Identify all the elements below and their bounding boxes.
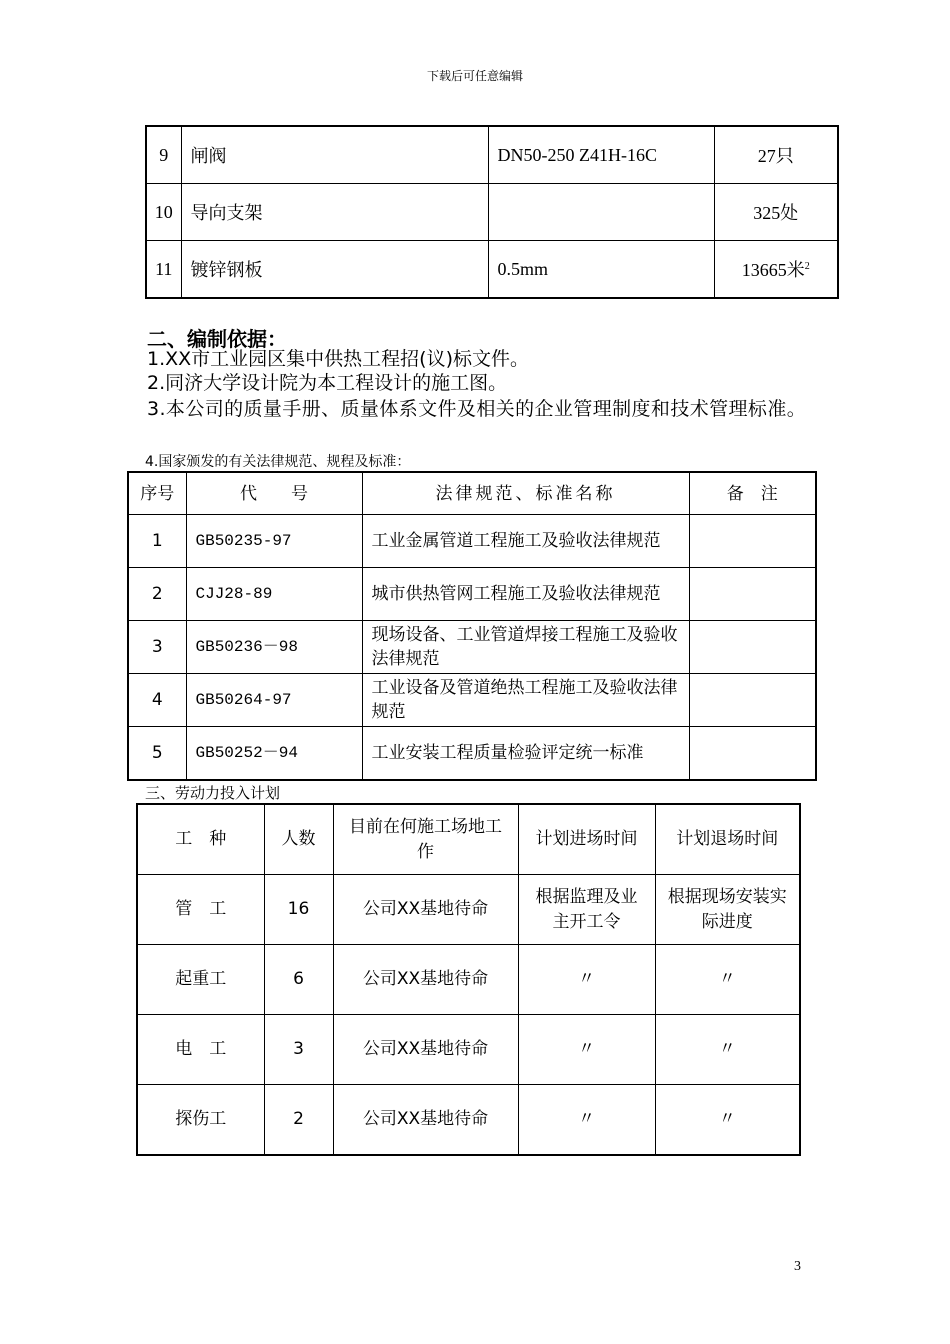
qty-sup: 2	[804, 261, 810, 272]
std-code: GB50236－98	[186, 621, 362, 674]
enter-time: 〃	[518, 945, 655, 1015]
section3-title: 三、劳动力投入计划	[145, 784, 281, 802]
table-row	[128, 727, 816, 781]
table-row	[128, 515, 816, 568]
row-number: 10	[146, 184, 181, 241]
table-header-row	[137, 804, 800, 875]
qty-value: 27只	[757, 146, 794, 166]
qty-value: 325处	[753, 203, 799, 223]
std-name: 工业金属管道工程施工及验收法律规范	[362, 515, 689, 568]
count: 3	[264, 1015, 333, 1085]
material-spec: 0.5mm	[488, 241, 714, 299]
material-qty	[714, 184, 838, 241]
std-code: GB50264-97	[186, 674, 362, 727]
std-no: 4	[128, 674, 186, 727]
location: 公司XX基地待命	[333, 945, 518, 1015]
trade: 探伤工	[137, 1085, 264, 1156]
table-row	[137, 1015, 800, 1085]
std-note	[689, 727, 816, 781]
std-name: 现场设备、工业管道焊接工程施工及验收法律规范	[362, 621, 689, 674]
col-header-location: 目前在何施工场地工作	[333, 804, 518, 875]
location: 公司XX基地待命	[333, 875, 518, 945]
std-no: 2	[128, 568, 186, 621]
table-row	[128, 674, 816, 727]
col-header-name: 法律规范、标准名称	[362, 472, 689, 515]
col-header-no: 序号	[128, 472, 186, 515]
table-row	[128, 621, 816, 674]
std-code: GB50235-97	[186, 515, 362, 568]
std-no: 1	[128, 515, 186, 568]
std-note	[689, 568, 816, 621]
section2-item-4: 4.国家颁发的有关法律规范、规程及标准：	[145, 454, 411, 470]
standards-table	[127, 471, 817, 781]
section2-title: 二、编制依据：	[147, 327, 287, 351]
location: 公司XX基地待命	[333, 1015, 518, 1085]
row-number: 9	[146, 126, 181, 184]
qty-value: 13665米	[741, 260, 805, 280]
col-header-note: 备 注	[689, 472, 816, 515]
table-row	[137, 875, 800, 945]
material-name: 闸阀	[181, 126, 488, 184]
table-row	[146, 184, 838, 241]
material-name: 导向支架	[181, 184, 488, 241]
material-spec: DN50-250 Z41H-16C	[488, 126, 714, 184]
enter-time: 〃	[518, 1085, 655, 1156]
page-header: 下载后可任意编辑	[426, 69, 523, 83]
row-number: 11	[146, 241, 181, 299]
std-note	[689, 515, 816, 568]
enter-time: 〃	[518, 1015, 655, 1085]
std-note	[689, 674, 816, 727]
enter-time: 根据监理及业主开工令	[518, 875, 655, 945]
material-name: 镀锌钢板	[181, 241, 488, 299]
material-spec	[488, 184, 714, 241]
table-row	[137, 945, 800, 1015]
table-row	[128, 568, 816, 621]
exit-time: 〃	[655, 1085, 800, 1156]
table-row	[146, 241, 838, 299]
material-qty	[714, 126, 838, 184]
std-no: 3	[128, 621, 186, 674]
std-no: 5	[128, 727, 186, 781]
trade: 管 工	[137, 875, 264, 945]
col-header-enter: 计划进场时间	[518, 804, 655, 875]
std-code: GB50252－94	[186, 727, 362, 781]
exit-time: 〃	[655, 945, 800, 1015]
table-row	[137, 1085, 800, 1156]
col-header-code: 代 号	[186, 472, 362, 515]
exit-time: 〃	[655, 1015, 800, 1085]
col-header-exit: 计划退场时间	[655, 804, 800, 875]
trade: 起重工	[137, 945, 264, 1015]
std-name: 工业设备及管道绝热工程施工及验收法律规范	[362, 674, 689, 727]
location: 公司XX基地待命	[333, 1085, 518, 1156]
std-note	[689, 621, 816, 674]
col-header-trade: 工 种	[137, 804, 264, 875]
std-code: CJJ28-89	[186, 568, 362, 621]
labor-table	[136, 803, 801, 1156]
table-header-row	[128, 472, 816, 515]
table-row	[146, 126, 838, 184]
count: 6	[264, 945, 333, 1015]
page-number: 3	[794, 1259, 801, 1274]
section2-item-1: 1.XX市工业园区集中供热工程招(议)标文件。	[147, 348, 529, 370]
material-qty	[714, 241, 838, 299]
count: 2	[264, 1085, 333, 1156]
section2-item-3: 3.本公司的质量手册、质量体系文件及相关的企业管理制度和技术管理标准。	[147, 398, 807, 420]
count: 16	[264, 875, 333, 945]
materials-table	[145, 125, 839, 299]
section2-item-2: 2.同济大学设计院为本工程设计的施工图。	[147, 372, 508, 394]
col-header-count: 人数	[264, 804, 333, 875]
trade: 电 工	[137, 1015, 264, 1085]
std-name: 工业安装工程质量检验评定统一标准	[362, 727, 689, 781]
std-name: 城市供热管网工程施工及验收法律规范	[362, 568, 689, 621]
exit-time: 根据现场安装实际进度	[655, 875, 800, 945]
